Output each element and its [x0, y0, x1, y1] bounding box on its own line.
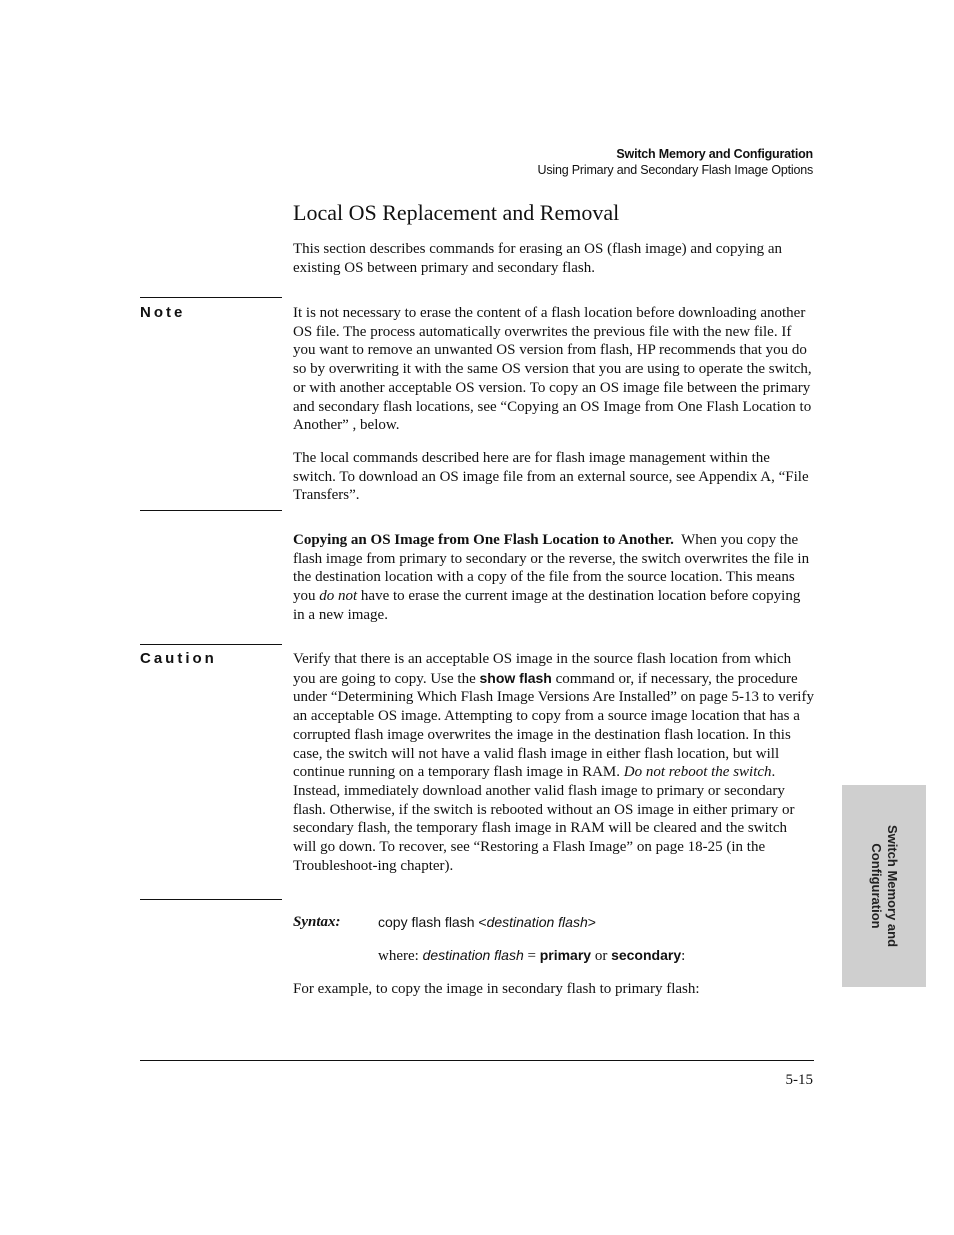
- footer-rule: [140, 1060, 814, 1061]
- page-number: 5-15: [785, 1072, 813, 1088]
- caution-text-3: . Instead, immediately download another valid flash image to primary or secondary flash. Otherwise, if the switch is rebooted without an OS image in either primary or secondary flash, the temporary flash image in RAM will be cleared and the switch will go down. To recover, see “Restoring a Flash Image” on page 18-25 (in the Troubleshoot-ing chapter).: [293, 764, 795, 874]
- syntax-close: >: [587, 914, 596, 930]
- caution-label: Caution: [140, 650, 217, 667]
- syntax-command: [378, 914, 596, 930]
- section-title: Local OS Replacement and Removal: [293, 200, 620, 225]
- caution-text-2: command or, if necessary, the procedure under “Determining Which Flash Image Versions Are Installed” on page 5-13 to verify an acceptable OS image. Attempting to copy from a source image location that has a corrupted flash image overwrites the image in the destination flash location. In this case, the switch will not have a valid flash image in either flash location, but will continue running on a temporary flash image in RAM.: [293, 670, 814, 781]
- example-text: For example, to copy the image in secondary flash to primary flash:: [293, 981, 700, 997]
- caution-text-1: Verify that there is an acceptable OS image in the source flash location from which you are going to copy. Use the: [293, 651, 792, 687]
- syntax-label: Syntax:: [293, 914, 341, 930]
- caution-top-rule: [140, 644, 282, 645]
- where-param: destination flash: [422, 947, 524, 963]
- note-paragraph-2: The local commands described here are for flash image management within the switch. To download an OS image file from an external source, see Appendix A, “File Transfers”.: [293, 450, 809, 504]
- where-label: where:: [378, 948, 423, 964]
- option-secondary: secondary: [611, 947, 682, 963]
- caution-paragraph: [293, 650, 814, 875]
- note-paragraph-1: It is not necessary to erase the content of a flash location before downloading another OS file. The process automatically overwrites the previous file with the new file. If you want to remove an unwanted OS version from flash, HP recommends that you do so by overwriting it with the same OS version that you are using to operate the switch, or with another acceptable OS version. To copy an OS image file between the primary and secondary flash locations, see “Copying an OS Image from One Flash Location to Another” , below.: [293, 305, 812, 434]
- caution-bottom-rule: [140, 899, 282, 900]
- section-intro: This section describes commands for erasing an OS (flash image) and copying an existing OS between primary and secondary flash.: [293, 241, 783, 276]
- copying-paragraph: [293, 531, 814, 625]
- where-or: or: [591, 948, 612, 964]
- running-header-title: Switch Memory and Configuration: [616, 147, 813, 161]
- chapter-tab-label: [868, 825, 900, 947]
- copying-emphasis: do not: [319, 588, 358, 605]
- note-bottom-rule: [140, 510, 282, 511]
- syntax-where: [378, 947, 685, 965]
- chapter-side-tab: [842, 785, 926, 987]
- caution-emphasis: Do not reboot the switch: [623, 764, 772, 781]
- option-primary: primary: [539, 947, 592, 963]
- running-header-subtitle: Using Primary and Secondary Flash Image Options: [537, 163, 813, 177]
- syntax-command-text: copy flash flash <: [378, 914, 487, 930]
- copying-text-2: have to erase the current image at the destination location before copying in a new image.: [293, 588, 801, 623]
- note-top-rule: [140, 297, 282, 298]
- show-flash-command: show flash: [479, 669, 552, 686]
- note-label: Note: [140, 304, 186, 321]
- copying-heading: Copying an OS Image from One Flash Location to Another.: [293, 532, 674, 548]
- copying-text-1: When you copy the flash image from primary to secondary or the reverse, the switch overwrites the file in the destination location with a copy of the file from the source location. This means you: [293, 532, 810, 605]
- syntax-param: destination flash: [486, 914, 588, 930]
- where-equals: =: [523, 948, 540, 964]
- where-end: :: [681, 948, 686, 964]
- chapter-tab-line-2: Configuration: [869, 843, 884, 929]
- chapter-tab-line-1: Switch Memory and: [885, 824, 900, 948]
